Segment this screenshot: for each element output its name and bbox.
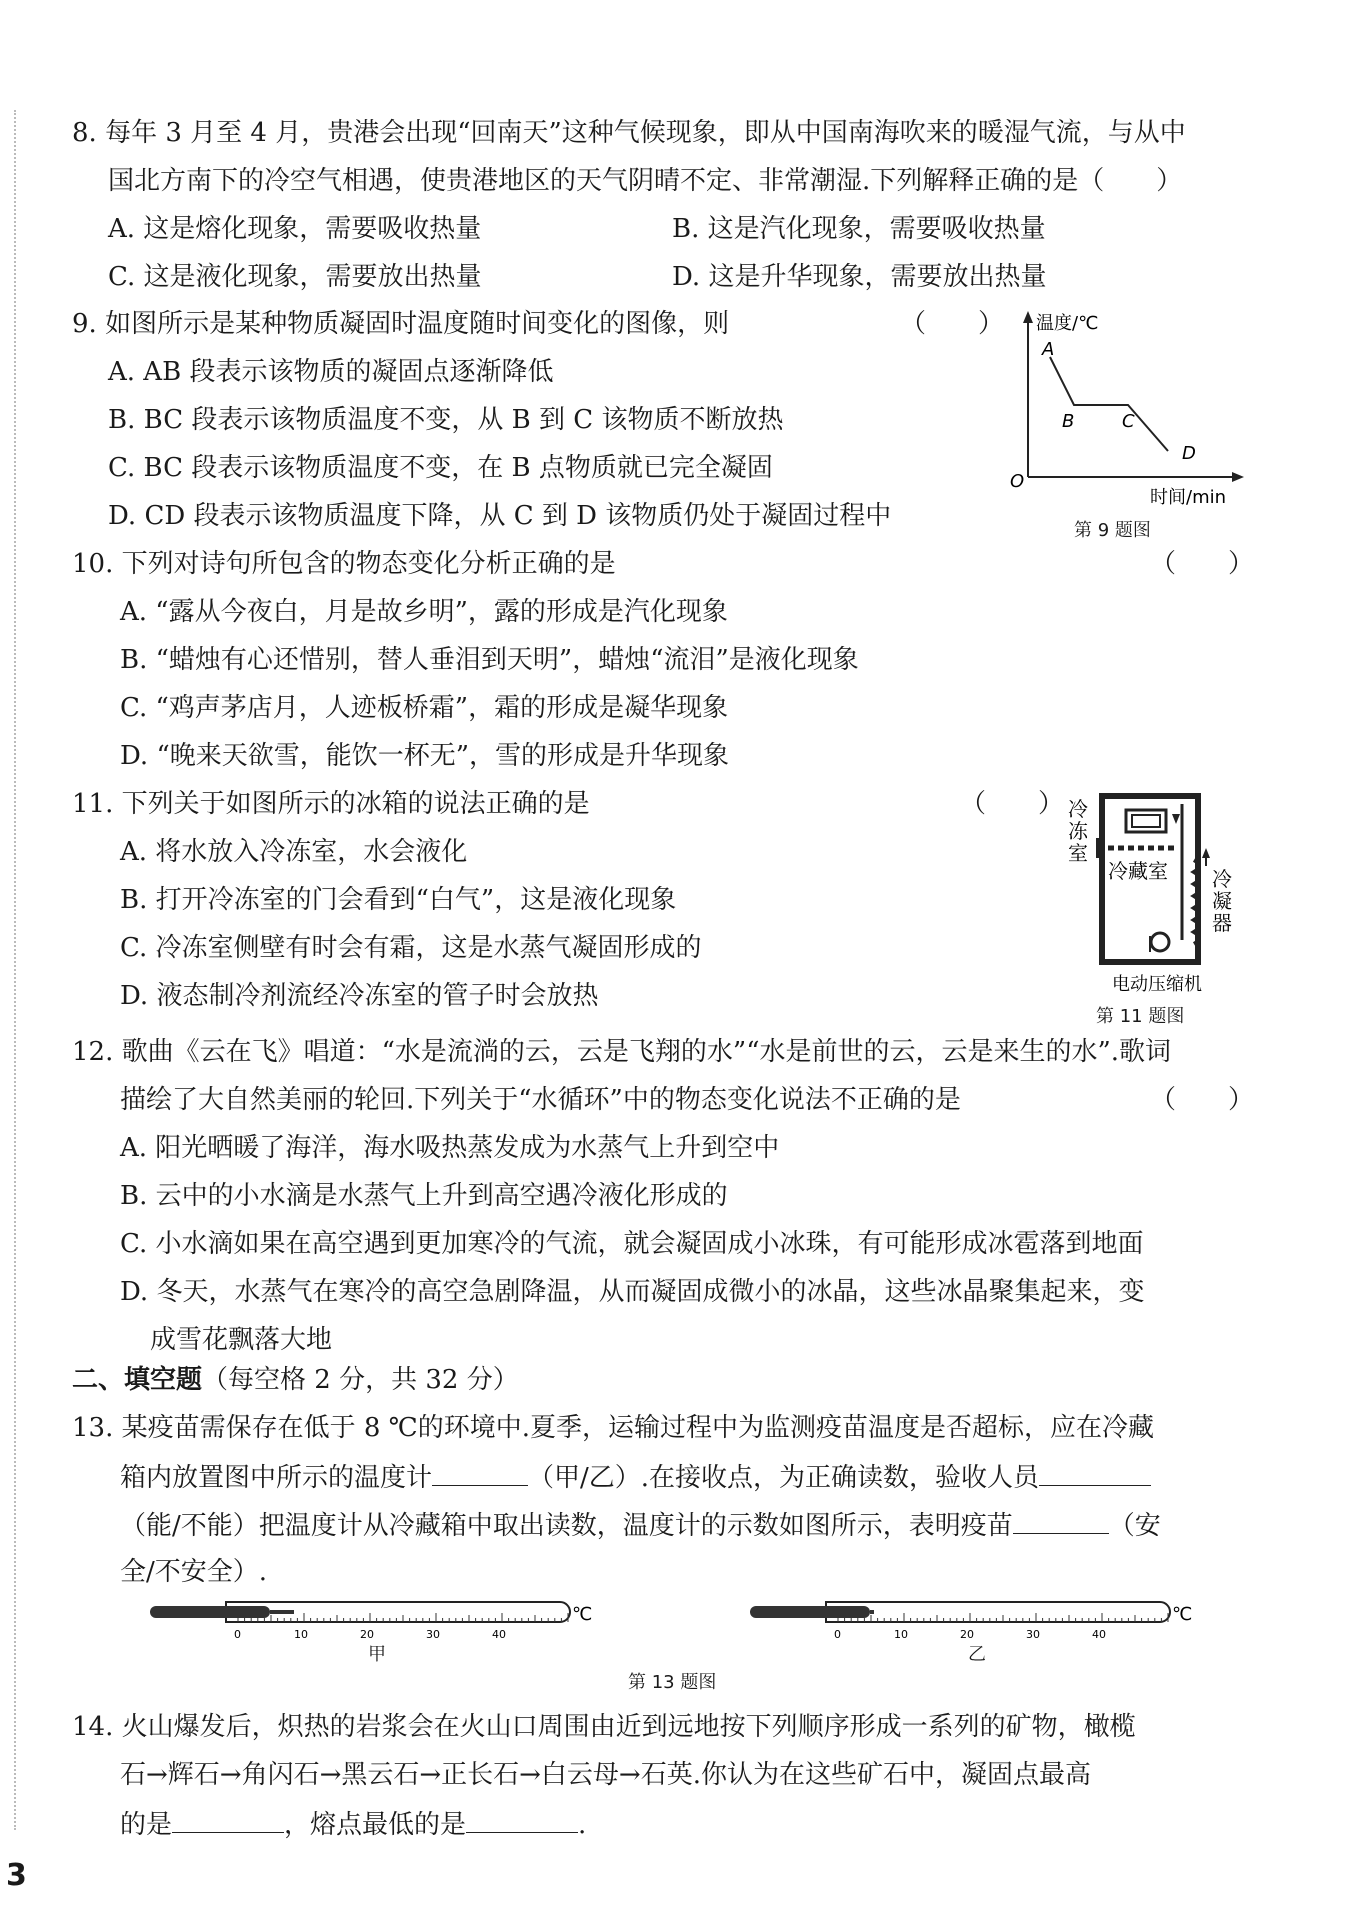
- q9-temperature-graph: [1000, 305, 1250, 505]
- q11-option-a[interactable]: A. 将水放入冷冻室，水会液化: [120, 837, 468, 867]
- q10-option-b[interactable]: B. “蜡烛有心还惜别，替人垂泪到天明”，蜡烛“流泪”是液化现象: [120, 645, 859, 675]
- q9-figure-caption: 第 9 题图: [1074, 520, 1151, 541]
- q8-option-d[interactable]: D. 这是升华现象，需要放出热量: [672, 262, 1047, 292]
- thermo-jia-tick-10: 10: [294, 1628, 308, 1641]
- q14-line3-text-b: ，熔点最低的是: [284, 1810, 467, 1840]
- thermo-jia-unit: ℃: [572, 1604, 593, 1625]
- q14-blank-1[interactable]: [172, 1806, 284, 1833]
- thermo-yi-tick-40: 40: [1092, 1628, 1106, 1641]
- thermo-yi-bulb: [750, 1606, 870, 1618]
- q10-option-a[interactable]: A. “露从今夜白，月是故乡明”，露的形成是汽化现象: [120, 597, 728, 627]
- q12-option-a[interactable]: A. 阳光晒暖了海洋，海水吸热蒸发成为水蒸气上升到空中: [120, 1133, 780, 1163]
- q14-line3-text-c: .: [578, 1810, 587, 1840]
- q14-line1: 14. 火山爆发后，炽热的岩浆会在火山口周围由近到远地按下列顺序形成一系列的矿物，橄榄: [72, 1712, 1136, 1742]
- label-freezer-1: 冷: [1068, 797, 1088, 821]
- section-title: [72, 1363, 519, 1397]
- q10-answer-paren[interactable]: （ ）: [1150, 549, 1255, 579]
- q11-option-d[interactable]: D. 液态制冷剂流经冷冻室的管子时会放热: [120, 981, 599, 1011]
- thermometer-jia: [146, 1598, 606, 1644]
- label-fridge: 冷藏室: [1108, 859, 1168, 883]
- q13-blank-1[interactable]: [432, 1459, 528, 1486]
- thermo-jia-tick-20: 20: [360, 1628, 374, 1641]
- q12-option-c[interactable]: C. 小水滴如果在高空遇到更加寒冷的气流，就会凝固成小冰珠，有可能形成冰雹落到地面: [120, 1229, 1144, 1259]
- q13-line2-text-b: （甲/乙）.在接收点，为正确读数，验收人员: [528, 1463, 1040, 1493]
- q11-figure-caption: 第 11 题图: [1096, 1006, 1185, 1027]
- q8-stem-line2: 国北方南下的冷空气相遇，使贵港地区的天气阴晴不定、非常潮湿.下列解释正确的是（ ）: [108, 166, 1183, 196]
- thermo-jia-tick-0: 0: [234, 1628, 241, 1641]
- q12-option-b[interactable]: B. 云中的小水滴是水蒸气上升到高空遇冷液化形成的: [120, 1181, 728, 1211]
- graph-point-a: A: [1042, 339, 1055, 360]
- graph-origin: O: [1010, 471, 1025, 492]
- q12-answer-paren[interactable]: （ ）: [1150, 1085, 1255, 1115]
- q10-stem: 10. 下列对诗句所包含的物态变化分析正确的是: [72, 549, 616, 579]
- q13-line4: 全/不安全）.: [120, 1557, 268, 1587]
- q8-stem-line1: 8. 每年 3 月至 4 月，贵港会出现“回南天”这种气候现象，即从中国南海吹来的暖湿气流，与从中: [72, 118, 1186, 148]
- thermo-yi-tick-30: 30: [1026, 1628, 1040, 1641]
- q9-stem: 9. 如图所示是某种物质凝固时温度随时间变化的图像，则: [72, 309, 730, 339]
- q11-stem: 11. 下列关于如图所示的冰箱的说法正确的是: [72, 789, 590, 819]
- q9-option-d[interactable]: D. CD 段表示该物质温度下降，从 C 到 D 该物质仍处于凝固过程中: [108, 501, 892, 531]
- q14-blank-2[interactable]: [466, 1806, 578, 1833]
- label-condenser-2: 凝: [1212, 889, 1232, 913]
- thermo-jia-scale: [238, 1613, 568, 1622]
- q14-line2: 石→辉石→角闪石→黑云石→正长石→白云母→石英.你认为在这些矿石中，凝固点最高: [120, 1760, 1091, 1790]
- graph-x-arrow: [1232, 472, 1244, 482]
- q11-answer-paren[interactable]: （ ）: [960, 789, 1065, 819]
- graph-point-b: B: [1062, 411, 1075, 432]
- q9-option-b[interactable]: B. BC 段表示该物质温度不变，从 B 到 C 该物质不断放热: [108, 405, 784, 435]
- q13-blank-2[interactable]: [1039, 1459, 1151, 1486]
- section-note: （每空格 2 分，共 32 分）: [202, 1365, 519, 1395]
- q13-line1: 13. 某疫苗需保存在低于 8 ℃的环境中.夏季，运输过程中为监测疫苗温度是否超标，应在冷藏: [72, 1413, 1155, 1443]
- q14-line3: [120, 1806, 586, 1842]
- q11-option-b[interactable]: B. 打开冷冻室的门会看到“白气”，这是液化现象: [120, 885, 677, 915]
- q12-stem-line2: 描绘了大自然美丽的轮回.下列关于“水循环”中的物态变化说法不正确的是: [120, 1085, 961, 1115]
- compressor-icon: [1151, 933, 1169, 951]
- thermo-jia-tick-30: 30: [426, 1628, 440, 1641]
- thermo-yi-tick-10: 10: [894, 1628, 908, 1641]
- q9-option-c[interactable]: C. BC 段表示该物质温度不变，在 B 点物质就已完全凝固: [108, 453, 773, 483]
- q11-option-c[interactable]: C. 冷冻室侧壁有时会有霜，这是水蒸气凝固形成的: [120, 933, 702, 963]
- q12-stem-line1: 12. 歌曲《云在飞》唱道：“水是流淌的云，云是飞翔的水”“水是前世的云，云是来生的水”.歌词: [72, 1037, 1172, 1067]
- binding-margin-line: [14, 110, 16, 1830]
- graph-point-c: C: [1122, 411, 1135, 432]
- thermometer-jia-label: 甲: [368, 1644, 386, 1665]
- q9-answer-paren[interactable]: （ ）: [900, 309, 1005, 339]
- q13-line2-text-a: 箱内放置图中所示的温度计: [120, 1463, 433, 1493]
- thermo-yi-unit: ℃: [1172, 1604, 1193, 1625]
- q13-figure-caption: 第 13 题图: [628, 1672, 717, 1693]
- label-freezer-2: 冻: [1068, 819, 1088, 843]
- thermo-jia-bulb: [150, 1606, 270, 1618]
- thermo-jia-tick-40: 40: [492, 1628, 506, 1641]
- q10-option-d[interactable]: D. “晚来天欲雪，能饮一杯无”，雪的形成是升华现象: [120, 741, 730, 771]
- q8-option-b[interactable]: B. 这是汽化现象，需要吸收热量: [672, 214, 1046, 244]
- q10-option-c[interactable]: C. “鸡声茅店月，人迹板桥霜”，霜的形成是凝华现象: [120, 693, 729, 723]
- q8-option-c[interactable]: C. 这是液化现象，需要放出热量: [108, 262, 482, 292]
- thermometer-yi: [746, 1598, 1206, 1644]
- graph-xlabel: 时间/min: [1150, 487, 1227, 505]
- label-condenser-1: 冷: [1212, 867, 1232, 891]
- label-condenser-3: 器: [1212, 911, 1232, 935]
- graph-point-d: D: [1182, 443, 1196, 464]
- page-number: 3: [6, 1858, 27, 1893]
- q11-fridge-diagram: [1064, 790, 1244, 1000]
- q9-option-a[interactable]: A. AB 段表示该物质的凝固点逐渐降低: [108, 357, 554, 387]
- q12-option-d-line1[interactable]: D. 冬天，水蒸气在寒冷的高空急剧降温，从而凝固成微小的冰晶，这些冰晶聚集起来，变: [120, 1277, 1145, 1307]
- q13-line2: [120, 1459, 1151, 1495]
- thermometer-yi-label: 乙: [968, 1644, 986, 1665]
- q13-line3-text-a: （能/不能）把温度计从冷藏箱中取出读数，温度计的示数如图所示，表明疫苗: [120, 1511, 1013, 1541]
- thermo-yi-tick-0: 0: [834, 1628, 841, 1641]
- label-freezer-3: 室: [1068, 841, 1088, 865]
- label-compressor: 电动压缩机: [1112, 974, 1202, 995]
- q8-option-a[interactable]: A. 这是熔化现象，需要吸收热量: [108, 214, 482, 244]
- graph-y-arrow: [1023, 311, 1033, 323]
- q14-line3-text-a: 的是: [120, 1810, 173, 1840]
- q12-option-d-line2: 成雪花飘落大地: [150, 1325, 333, 1355]
- graph-ylabel: 温度/℃: [1036, 313, 1099, 334]
- graph-curve: [1050, 357, 1168, 451]
- q13-blank-3[interactable]: [1013, 1507, 1109, 1534]
- thermo-yi-tick-20: 20: [960, 1628, 974, 1641]
- thermo-yi-scale: [838, 1613, 1168, 1622]
- q13-line3: [120, 1507, 1161, 1543]
- q13-line3-text-b: （安: [1108, 1511, 1161, 1541]
- section-title-text: 二、填空题: [72, 1365, 203, 1395]
